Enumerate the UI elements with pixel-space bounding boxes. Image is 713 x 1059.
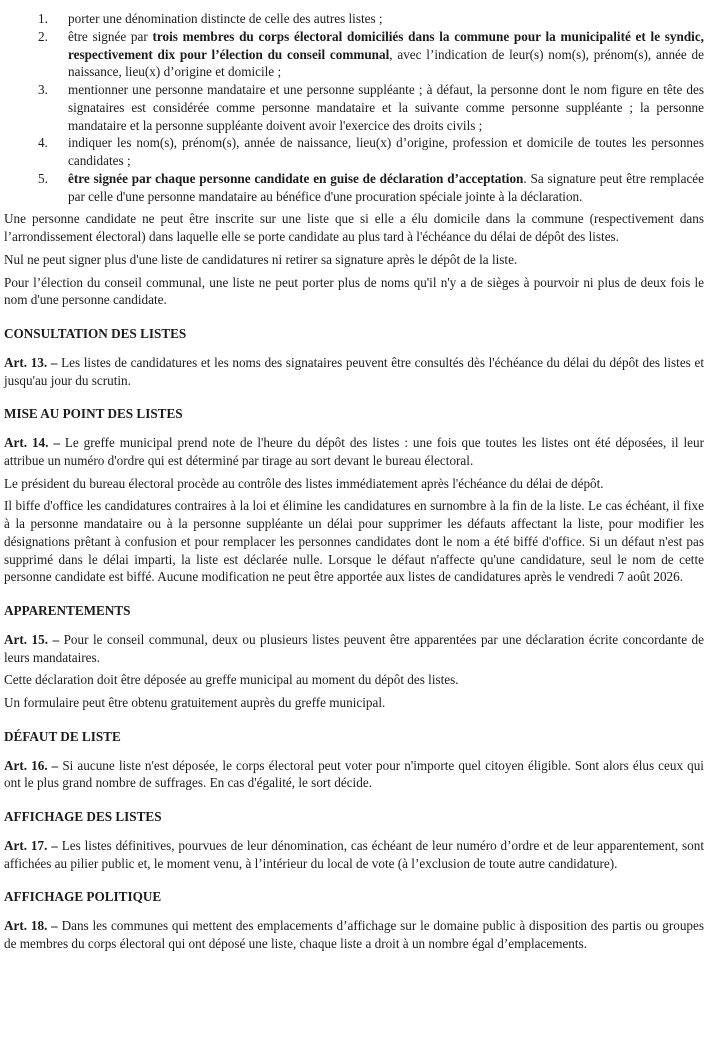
article-17-label: Art. 17. – [4, 837, 58, 853]
article-15-text: Pour le conseil communal, deux ou plusieurs listes peuvent être apparentées par une déclaration écrite concordante de leurs mandataires. [4, 631, 704, 665]
article-14-text: Le greffe municipal prend note de l'heure du dépôt des listes : une fois que toutes les listes ont été déposées, il leur attribue un numéro d'ordre qui est déterminé par tirage au sort devant le bureau électoral. [4, 435, 704, 468]
list-item-2 [4, 28, 704, 81]
text-run: porter une dénomination distincte de celle des autres listes ; [68, 11, 383, 26]
article-15-label: Art. 15. – [4, 631, 60, 647]
text-run-bold: trois membres du corps électoral domiciliés dans la commune pour la municipalité et le syndic, respectivement dix pour l’élection du conseil communal [68, 28, 704, 62]
numbered-list [4, 10, 704, 205]
list-item-3-text [68, 81, 704, 134]
article-16-text: Si aucune liste n'est déposée, le corps électoral peut voter pour n'importe quel citoyen éligible. Sont alors élus ceux qui ont le plus grand nombre de suffrages. En cas d'égalité, le sort décide. [4, 757, 704, 791]
list-item-1 [4, 10, 704, 28]
section-heading-apparentements: APPARENTEMENTS [4, 603, 131, 618]
text-run-bold: être signée par chaque personne candidate en guise de déclaration d’acceptation [68, 170, 524, 186]
article-17-paragraph [4, 837, 704, 873]
paragraph-nul-signer: Nul ne peut signer plus d'une liste de candidatures ni retirer sa signature après le dépôt de la liste. [4, 251, 518, 267]
list-item-5-number: 5. [38, 170, 48, 186]
text-run: , avec l’indication de leur(s) nom(s), prénom(s), année de naissance, lieu(x) d’origine et domicile ; [68, 46, 704, 80]
list-item-3-number: 3. [38, 82, 48, 97]
list-item-5 [4, 170, 704, 206]
article-14-label: Art. 14. – [4, 435, 60, 450]
text-run: . Sa signature peut être remplacée par celle d'une personne mandataire au bénéfice d'une procuration spéciale jointe à la déclaration. [68, 170, 704, 204]
list-item-3 [4, 81, 704, 134]
list-item-2-number: 2. [38, 28, 48, 44]
section-heading-affichage-politique: AFFICHAGE POLITIQUE [4, 889, 162, 905]
article-18-label: Art. 18. – [4, 918, 58, 933]
article-15-paragraph [4, 631, 704, 667]
text-run: mentionner une personne mandataire et une personne suppléante ; à défaut, la personne dont le nom figure en tête des signataires est considérée comme personne mandataire et la suivante comme personne suppléante ; la personne mandataire et la personne suppléante doivent avoir l'exercice des droits civils ; [68, 82, 704, 133]
article-13-text: Les listes de candidatures et les noms des signataires peuvent être consultés dès l'échéance du délai du dépôt des listes et jusqu'au jour du scrutin. [4, 354, 704, 388]
paragraph-biffe-office: Il biffe d'office les candidatures contraires à la loi et élimine les candidatures en surnombre à la fin de la liste. Le cas échéant, il fixe à la personne mandataire ou à la personne suppléante un délai pour supprimer les défauts affectant la liste, pour modifier les désignations prêtant à confusion et pour remplacer les personnes candidates dont le nom a été biffé d'office. Si un défaut n'est pas supprimé dans le délai imparti, la liste est déclarée nulle. Lorsque le défaut n'affecte qu'une candidature, seul le nom de cette personne candidate est biffé. Aucune modification ne peut être apportée aux listes de candidatures après le vendredi 7 août 2026. [4, 498, 704, 585]
article-14-paragraph [4, 434, 704, 470]
paragraph-domicile: Une personne candidate ne peut être inscrite sur une liste que si elle a élu domicile dans la commune (respectivement dans l’arrondissement électoral) dans laquelle elle se porte candidate au plus tard à l'échéance du délai de dépôt des listes. [4, 211, 704, 244]
section-heading-defaut-de-liste: DÉFAUT DE LISTE [4, 728, 121, 744]
paragraph-formulaire: Un formulaire peut être obtenu gratuitement auprès du greffe municipal. [4, 695, 386, 710]
text-run: indiquer les nom(s), prénom(s), année de naissance, lieu(x) d’origine, profession et domicile de toutes les personnes candidates ; [68, 135, 704, 168]
article-18-text: Dans les communes qui mettent des emplacements d’affichage sur le domaine public à disposition des partis ou groupes de membres du corps électoral qui ont déposé une liste, chaque liste a droit à un nombre égal d’emplacements. [4, 918, 704, 951]
article-18-paragraph [4, 917, 704, 953]
article-16-label: Art. 16. – [4, 757, 59, 773]
list-item-2-text [68, 28, 704, 81]
list-item-4-text [68, 134, 704, 170]
section-heading-mise-au-point-des-listes: MISE AU POINT DES LISTES [4, 406, 183, 422]
section-heading-affichage-des-listes: AFFICHAGE DES LISTES [4, 809, 162, 824]
list-item-4 [4, 134, 704, 170]
section-heading-consultation-des-listes: CONSULTATION DES LISTES [4, 326, 187, 341]
list-item-5-text [68, 170, 704, 206]
article-13-label: Art. 13. – [4, 354, 58, 370]
list-item-1-text [68, 10, 704, 28]
text-run: être signée par [68, 28, 153, 44]
paragraph-president-controle: Le président du bureau électoral procède au contrôle des listes immédiatement après l'échéance du délai de dépôt. [4, 475, 604, 491]
paragraph-declaration-greffe: Cette déclaration doit être déposée au greffe municipal au moment du dépôt des listes. [4, 672, 459, 688]
article-13-paragraph [4, 354, 704, 390]
article-16-paragraph [4, 757, 704, 793]
paragraph-conseil-communal: Pour l’élection du conseil communal, une liste ne peut porter plus de noms qu'il n'y a de sièges à pourvoir ni plus de deux fois le nom d'une personne candidate. [4, 274, 704, 308]
list-item-4-number: 4. [38, 135, 48, 151]
article-17-text: Les listes définitives, pourvues de leur dénomination, cas échéant de leur numéro d’ordre et de leur apparentement, sont affichées au pilier public et, le moment venu, à l’intérieur du local de vote (à l’exclusion de toute autre candidature). [4, 837, 704, 871]
list-item-1-number: 1. [38, 11, 48, 26]
